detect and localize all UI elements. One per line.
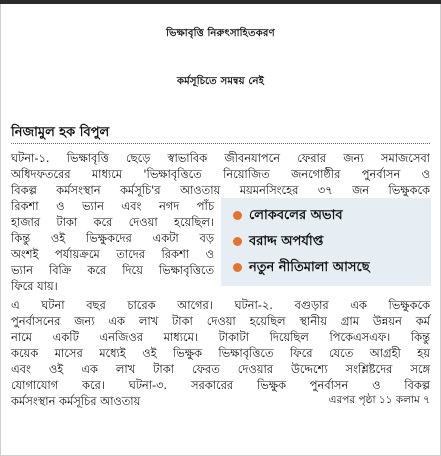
- body-line: বিকল্প কর্মসংস্থান কর্মসূচি'র আওতায় ময়মনসিংহের ৩৭ জন ভিক্ষুককে: [11, 183, 430, 197]
- body-line: ঘটনা-১. ভিক্ষাবৃত্তি ছেড়ে স্বাভাবিক জীবনযাপনে ফেরার জন্য সমাজসেবা: [11, 151, 430, 165]
- body-line: হাজার টাকা করে দেওয়া হয়েছিল।: [11, 215, 214, 229]
- body-line: নামে একটি এনজিওর মাধ্যমে। টাকাটা দিয়েছিল পিকেএসএফ। কিন্তু: [11, 330, 430, 344]
- top-rule: [0, 0, 441, 4]
- bullet-dot-icon: [233, 263, 242, 272]
- body-line: অধিদফতরের মাধ্যমে 'ভিক্ষাবৃত্তিতে নিয়োজিত জনগোষ্ঠীর পুনর্বাসন ও: [11, 167, 430, 181]
- body-line: অংশই পর্যায়ক্রমে তাদের রিকশা ও: [11, 247, 214, 261]
- body-line: ভ্যান বিক্রি করে দিয়ে ভিক্ষাবৃত্তিতে: [11, 263, 214, 277]
- body-line: এবং ওই এক লাখ টাকা ফেরত দেওয়ার উদ্দেশ্যে সংশ্লিষ্টদের সঙ্গে: [11, 362, 430, 376]
- body-line: এ ঘটনা বছর চারেক আগের। ঘটনা-২. বগুড়ার এক ভিক্ষুককে: [11, 298, 430, 312]
- body-line: কিন্তু ওই ভিক্ষুকদের একটা বড়: [11, 231, 214, 245]
- headline-line-2: কর্মসূচিতে সমন্বয় নেই: [176, 76, 265, 87]
- highlight-label: বরাদ্দ অপর্যাপ্ত: [249, 234, 324, 249]
- bullet-dot-icon: [233, 211, 242, 220]
- highlight-box: [221, 198, 431, 286]
- wrapped-text-column: [11, 198, 214, 294]
- body-line: রিকশা ও ভ্যান এবং নগদ পাঁচ: [11, 199, 214, 213]
- continuation-note: এরপর পৃষ্ঠা ১১ কলাম ৭: [328, 394, 430, 406]
- highlight-item: [233, 232, 323, 253]
- byline-divider: [11, 143, 430, 144]
- body-line: যোগাযোগ করে। ঘটনা-৩. সরকারের ভিক্ষুক পুনর্বাসন ও বিকল্প: [11, 378, 430, 392]
- body-line: পুনর্বাসনের জন্য এক লাখ টাকা দেওয়া হয়েছিল স্থানীয় গ্রাম উন্নয়ন কর্ম: [11, 314, 430, 328]
- highlight-item: [233, 206, 343, 227]
- highlight-label: লোকবলের অভাব: [249, 208, 343, 223]
- highlight-item: [233, 258, 370, 279]
- highlight-label: নতুন নীতিমালা আসছে: [249, 260, 370, 275]
- body-line: কয়েক মাসের মধ্যেই ওই ভিক্ষুক ভিক্ষাবৃত্তিতে ফিরে যেতে আগ্রহী হয়: [11, 346, 430, 360]
- headline-line-1: ভিক্ষাবৃত্তি নিরুৎসাহিতকরণ: [166, 28, 275, 39]
- body-line: কর্মসংস্থান কর্মসূচির আওতায়: [11, 394, 141, 408]
- body-line: ফিরে যায়।: [11, 279, 58, 293]
- bullet-dot-icon: [233, 237, 242, 246]
- byline: নিজামুল হক বিপুল: [11, 125, 110, 140]
